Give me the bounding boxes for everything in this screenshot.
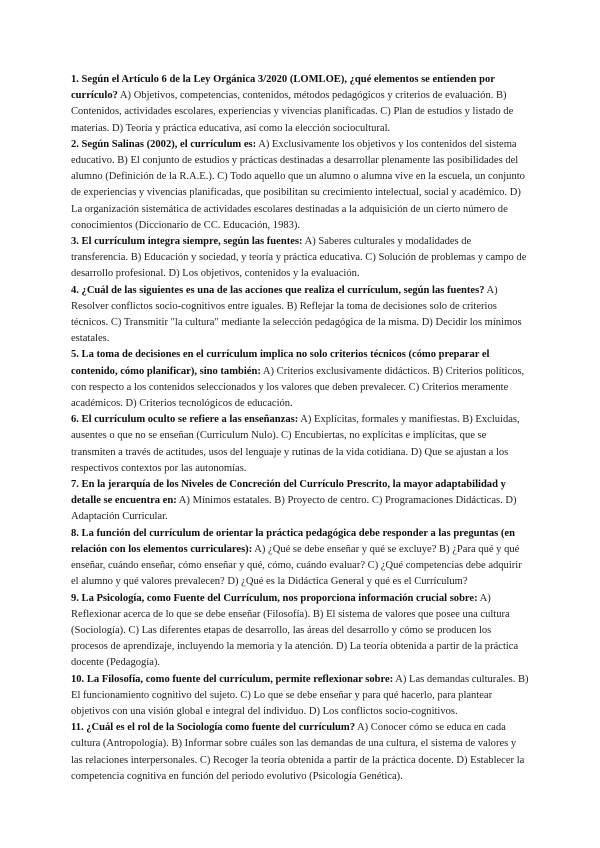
question-9: [71, 591, 530, 672]
question-10: [71, 672, 530, 721]
question-1-options: A) Objetivos, competencias, contenidos, métodos pedagógicos y criterios de evaluación. B) Contenidos, actividades escolares, experiencias y vivencias planificadas. C) Plan de estudios y listado de materias. D) Teoría y práctica educativa, así como la elección sociocultural.: [71, 90, 514, 134]
question-10-stem: 10. La Filosofía, como fuente del currículum, permite reflexionar sobre:: [71, 673, 394, 685]
question-11-stem: 11. ¿Cuál es el rol de la Sociología como fuente del currículum?: [71, 722, 355, 734]
question-5-stem: 5. La toma de decisiones en el currículum implica no solo criterios técnicos (cómo preparar el contenido, cómo planificar), sino también:: [71, 349, 490, 377]
question-10-options: A) Las demandas culturales. B) El funcionamiento cognitivo del sujeto. C) Lo que se debe enseñar y para qué hacerlo, para plantear objetivos con una visión global e integral del individuo. D) Los conflictos socio-cognitivos.: [71, 673, 529, 717]
question-7: [71, 477, 530, 526]
question-2-stem: 2. Según Salinas (2002), el currículum es:: [71, 138, 257, 150]
question-3: [71, 234, 530, 283]
question-5-options: A) Criterios exclusivamente didácticos. B) Criterios políticos, con respecto a los contenidos seleccionados y los valores que deben prevalecer. C) Criterios meramente académicos. D) Criterios tecnológicos de educación.: [71, 365, 525, 410]
question-11: [71, 720, 530, 785]
question-8: [71, 526, 530, 591]
question-9-stem: 9. La Psicología, como Fuente del Currículum, nos proporciona información crucial sobre:: [71, 592, 478, 604]
question-2: [71, 137, 530, 234]
question-8-options: A) ¿Qué se debe enseñar y qué se excluye? B) ¿Para qué y qué enseñar, cuándo enseñar, cómo enseñar y qué, cómo, cuándo evaluar? C) ¿Qué competencias debe adquirir el alumno y qué valores prevalecen? D) ¿Qué es la Didáctica General y qué es el Currículum?: [71, 543, 522, 588]
question-4-stem: 4. ¿Cuál de las siguientes es una de las acciones que realiza el currículum, según las fuentes?: [71, 284, 485, 296]
question-5: [71, 347, 530, 412]
question-11-options: A) Conocer cómo se educa en cada cultura (Antropología). B) Informar sobre cuáles son las demandas de una cultura, el sistema de valores y las relaciones interpersonales. C) Recoger la teoría obtenida a partir de la práctica docente. D) Establecer la competencia cognitiva en función del periodo evolutivo (Psicología Genética).: [71, 722, 525, 782]
question-3-options: A) Saberes culturales y modalidades de transferencia. B) Educación y sociedad, y teoría y práctica educativa. C) Solución de problemas y campo de desarrollo profesional. D) Los objetivos, contenidos y la evaluación.: [71, 236, 527, 280]
question-7-options: A) Mínimos estatales. B) Proyecto de centro. C) Programaciones Didácticas. D) Adaptación Curricular.: [71, 495, 517, 523]
question-4: [71, 283, 530, 348]
question-9-options: A) Reflexionar acerca de lo que se debe enseñar (Filosofía). B) El sistema de valores que posee una cultura (Sociología). C) Las diferentes etapas de desarrollo, las áreas del desarrollo y cómo se producen los procesos de aprendizaje, incluyendo la memoria y la atención. D) La teoría obtenida a partir de la práctica docente (Pedagogía).: [71, 592, 519, 669]
question-4-options: A) Resolver conflictos socio-cognitivos entre iguales. B) Reflejar la toma de decisiones solo de criterios técnicos. C) Transmitir "la cultura" mediante la selección pedagógica de la misma. D) Decidir los mínimos estatales.: [71, 284, 522, 345]
question-1-stem: 1. Según el Artículo 6 de la Ley Orgánica 3/2020 (LOMLOE), ¿qué elementos se entienden por currículo?: [71, 74, 495, 102]
question-6: [71, 412, 530, 477]
question-6-stem: 6. El currículum oculto se refiere a las enseñanzas:: [71, 414, 299, 426]
question-6-options: A) Explícitas, formales y manifiestas. B) Excluidas, ausentes o que no se enseñan (Curriculum Nulo). C) Encubiertas, no explícitas e implícitas, que se transmiten a través de actitudes, usos del lenguaje y rutinas de la vida cotidiana. D) Que se ajustan a los respectivos contextos por las autonomías.: [71, 414, 520, 474]
question-3-stem: 3. El currículum integra siempre, según las fuentes:: [71, 236, 303, 248]
question-8-stem: 8. La función del currículum de orientar la práctica pedagógica debe responder a las preguntas (en relación con los elementos curriculares):: [71, 527, 515, 555]
question-2-options: A) Exclusivamente los objetivos y los contenidos del sistema educativo. B) El conjunto de estudios y prácticas destinadas a desarrollar plenamente las posibilidades del alumno (Definición de la R.A.E.). C) Todo aquello que un alumno o alumna vive en la escuela, un conjunto de experiencias y vivencias planificadas, que posibilitan su crecimiento intelectual, social y académico. D) La organización sistemática de actividades escolares destinadas a la adquisición de un cierto número de conocimientos (Diccionario de CC. Educación, 1983).: [71, 138, 525, 231]
question-7-stem: 7. En la jerarquía de los Niveles de Concreción del Currículo Prescrito, la mayor adaptabilidad y detalle se encuentra en:: [71, 479, 506, 507]
question-1: [71, 72, 530, 137]
